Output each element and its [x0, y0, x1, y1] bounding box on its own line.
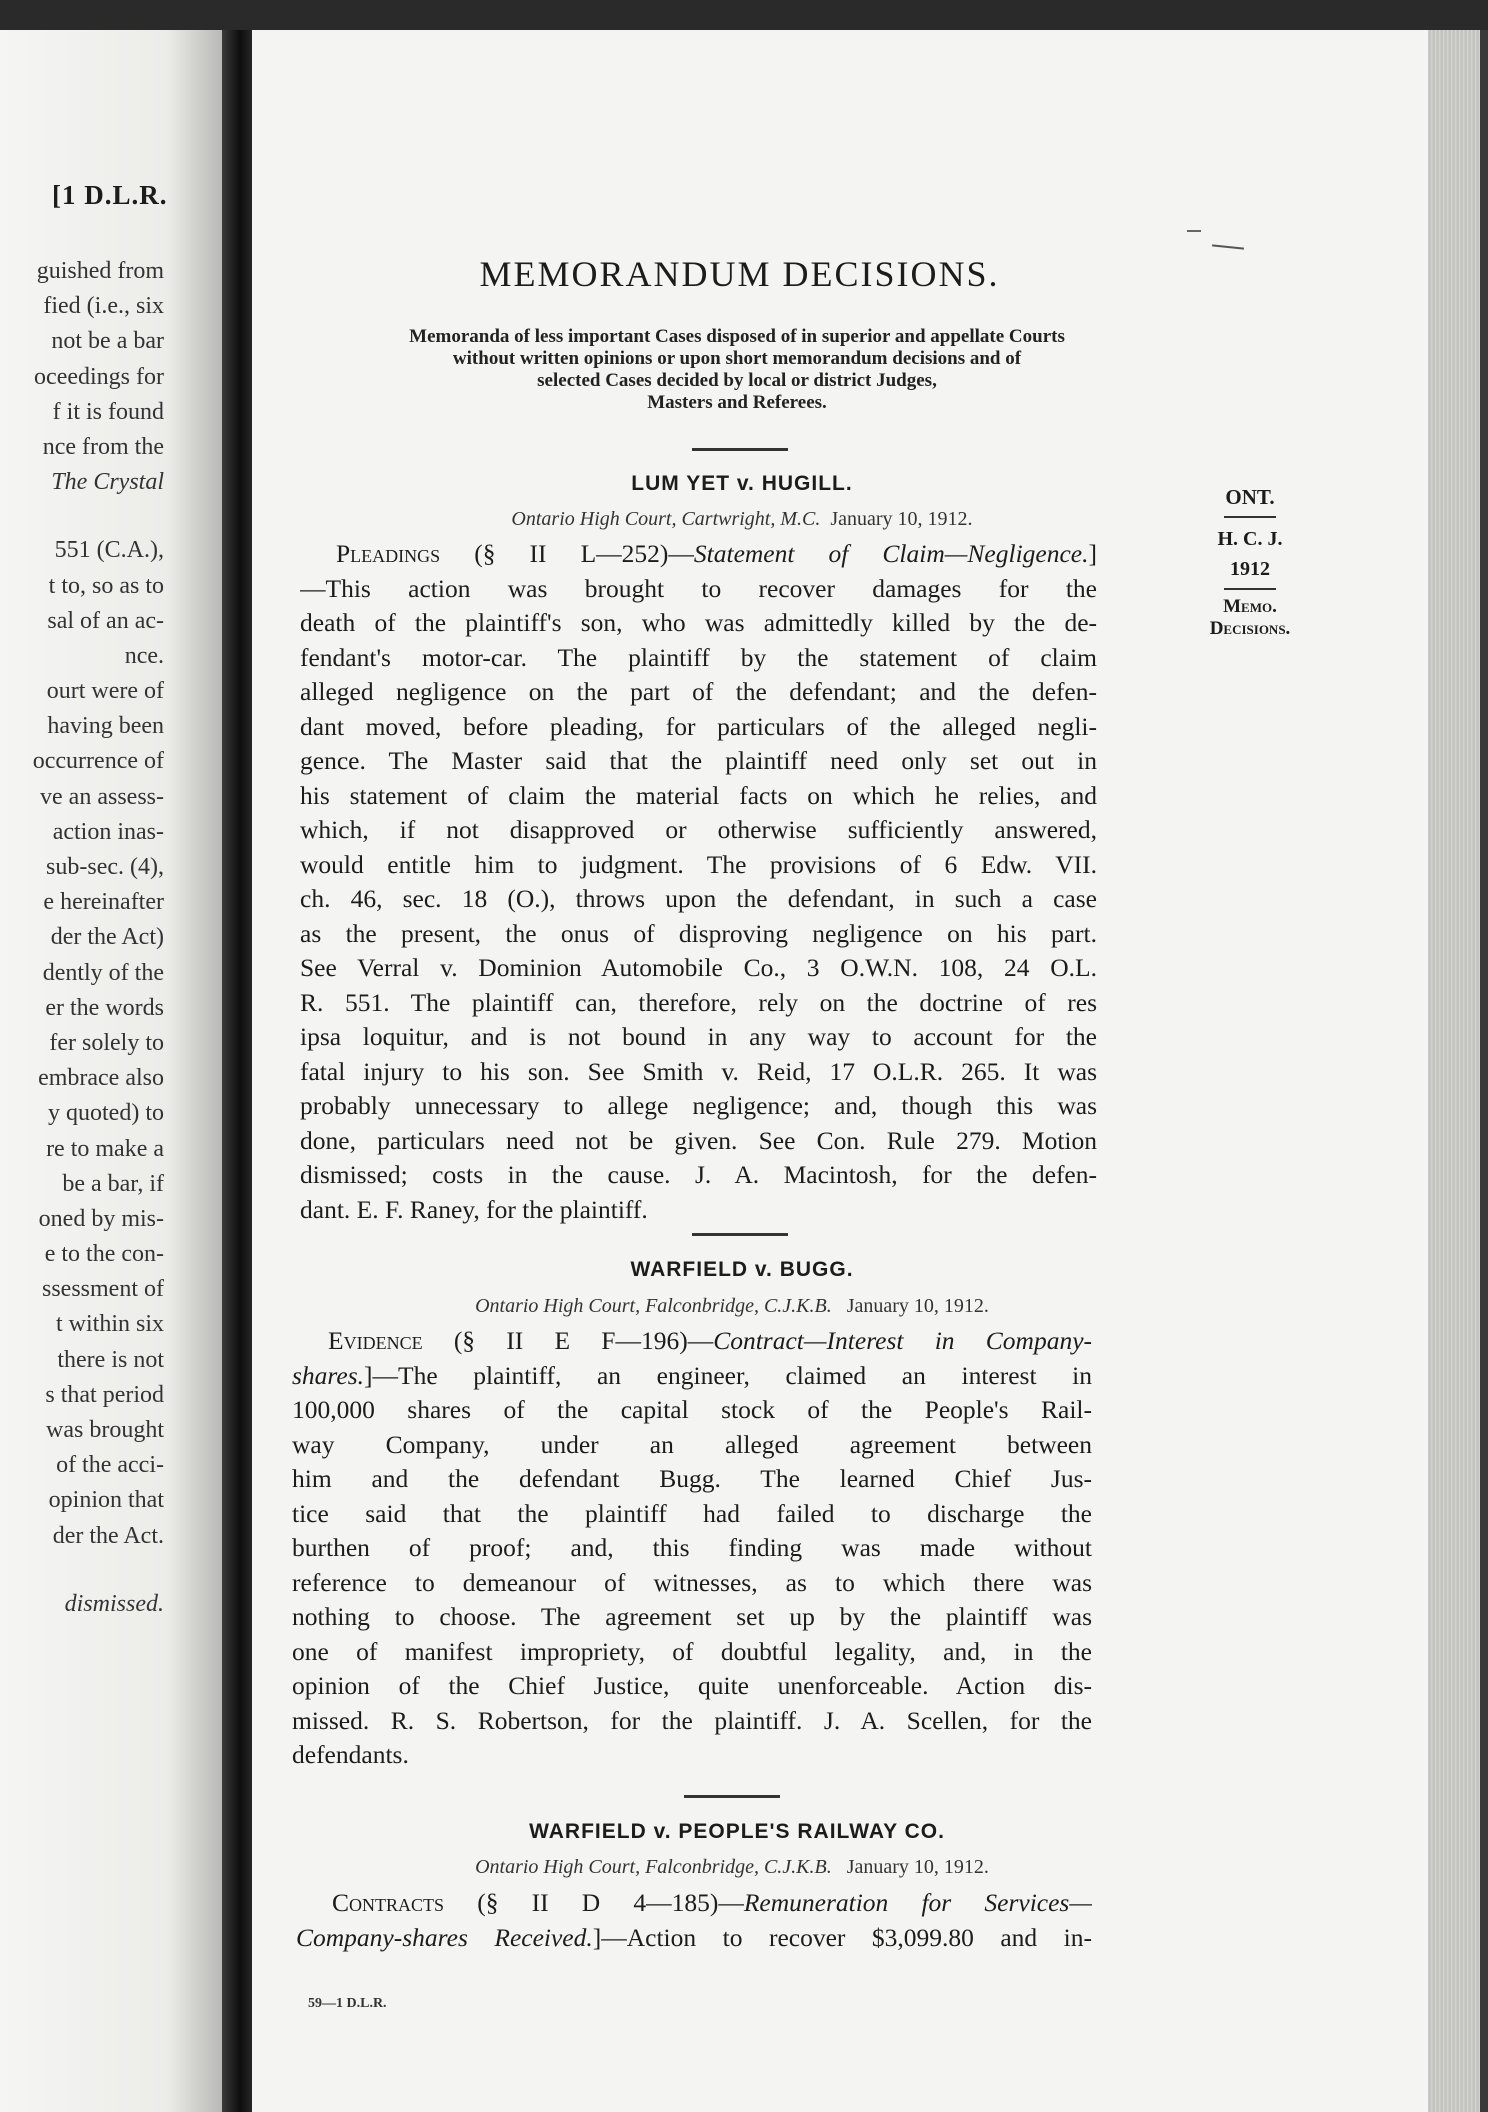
- case-line: —This action was brought to recover damages for the: [300, 573, 1097, 603]
- case-line: fatal injury to his son. See Smith v. Reid, 17 O.L.R. 265. It was: [300, 1056, 1097, 1086]
- left-page-line: fied (i.e., six: [43, 293, 164, 320]
- left-page-line: ssessment of: [42, 1276, 164, 1303]
- left-page-line: re to make a: [46, 1135, 164, 1162]
- case-line: missed. R. S. Robertson, for the plaintiff. J. A. Scellen, for the: [292, 1705, 1092, 1735]
- left-page-line: der the Act.: [52, 1522, 164, 1549]
- margin-year: 1912: [1230, 558, 1270, 580]
- case-line: way Company, under an alleged agreement between: [292, 1429, 1092, 1459]
- case-line: death of the plaintiff's son, who was admittedly killed by the de-: [300, 608, 1097, 637]
- left-page-line: embrace also: [38, 1065, 164, 1092]
- left-page-line: oned by mis-: [38, 1205, 164, 1232]
- margin-memo: Memo.: [1223, 596, 1277, 617]
- case-line: dant moved, before pleading, for particulars of the alleged negli-: [300, 711, 1097, 741]
- left-page-line: of the acci-: [56, 1452, 164, 1479]
- left-page-line: not be a bar: [51, 328, 164, 355]
- case-body: [292, 1324, 1092, 1773]
- case-body: [300, 537, 1097, 1227]
- case-title: LUM YET v. HUGILL.: [631, 472, 853, 495]
- left-page-line: action inas-: [52, 818, 164, 845]
- case-first-line: Contracts (§ II D 4—185)—Remuneration for Services—: [332, 1888, 1092, 1917]
- divider: [684, 1795, 780, 1798]
- left-page-line: f it is found: [52, 398, 164, 425]
- page-title: MEMORANDUM DECISIONS.: [479, 254, 1000, 294]
- case-line: fendant's motor-car. The plaintiff by the statement of claim: [300, 642, 1097, 672]
- left-page-line: ourt were of: [46, 678, 164, 705]
- margin-province: ONT.: [1225, 485, 1275, 509]
- left-page-text: [0, 254, 164, 1622]
- case-court: Ontario High Court, Falconbridge, C.J.K.B. January 10, 1912.: [475, 1856, 989, 1878]
- left-page-line: [0, 1554, 164, 1587]
- page-subtitle: Memoranda of less important Cases disposed of in superior and appellate Courts without written opinions or upon short memorandum decisions and of selected Cases decided by local or district Judges, Masters and Referees.: [409, 326, 1065, 413]
- scan-mark: [1187, 230, 1201, 232]
- left-page-line: sub-sec. (4),: [46, 854, 164, 880]
- left-page-line: occurrence of: [32, 748, 164, 775]
- case-line: one of manifest impropriety, of doubtful legality, and, in the: [292, 1636, 1092, 1666]
- case-lines: [292, 1393, 1092, 1773]
- left-facing-page: [0, 30, 222, 2112]
- margin-rule: [1224, 516, 1276, 518]
- case-line: R. 551. The plaintiff can, therefore, rely on the doctrine of res: [300, 987, 1097, 1017]
- case-title: WARFIELD v. PEOPLE'S RAILWAY CO.: [529, 1820, 945, 1843]
- left-page-line: 551 (C.A.),: [54, 537, 164, 564]
- left-page-header: [1 D.L.R.: [52, 180, 168, 210]
- case-line: alleged negligence on the part of the defendant; and the defen-: [300, 677, 1097, 706]
- scan-top-border: [0, 0, 1488, 30]
- margin-note: [1165, 482, 1335, 640]
- case-second-line: Company-shares Received.]—Action to recover $3,099.80 and in-: [296, 1922, 1092, 1952]
- left-page-line: e hereinafter: [43, 889, 164, 916]
- divider: [692, 448, 788, 451]
- case-line: would entitle him to judgment. The provisions of 6 Edw. VII.: [300, 849, 1097, 879]
- left-page-line: dismissed.: [64, 1590, 164, 1617]
- left-page-line: opinion that: [48, 1487, 164, 1514]
- case-body: [296, 1886, 1092, 1955]
- case-line: defendants.: [292, 1740, 409, 1769]
- case-court: Ontario High Court, Cartwright, M.C. January 10, 1912.: [511, 508, 973, 530]
- margin-decisions: Decisions.: [1209, 618, 1291, 639]
- left-page-line: oceedings for: [34, 363, 164, 390]
- left-page-line: der the Act): [50, 924, 164, 951]
- signature-mark: 59—1 D.L.R.: [308, 1996, 387, 2011]
- margin-court: H. C. J.: [1217, 528, 1283, 550]
- left-page-line: guished from: [36, 258, 164, 284]
- case-line: reference to demeanour of witnesses, as to which there was: [292, 1567, 1092, 1597]
- case-line: ipsa loquitur, and is not bound in any way to account for the: [300, 1022, 1097, 1051]
- case-line: opinion of the Chief Justice, quite unenforceable. Action dis-: [292, 1671, 1092, 1700]
- left-page-line: be a bar, if: [62, 1170, 164, 1197]
- left-page-line: t to, so as to: [48, 572, 164, 599]
- case-line: See Verral v. Dominion Automobile Co., 3 O.W.N. 108, 24 O.L.: [300, 953, 1097, 982]
- left-page-line: s that period: [45, 1381, 164, 1408]
- scan-mark: [1212, 244, 1244, 249]
- case-line: ch. 46, sec. 18 (O.), throws upon the defendant, in such a case: [300, 884, 1097, 913]
- case-line: done, particulars need not be given. See Con. Rule 279. Motion: [300, 1125, 1097, 1155]
- page-edge: [1428, 30, 1488, 2112]
- case-first-line: Evidence (§ II E F—196)—Contract—Interest in Company-: [328, 1326, 1092, 1355]
- case-lines: [300, 572, 1097, 1228]
- case-line: as the present, the onus of disproving negligence on his part.: [300, 918, 1097, 948]
- case-first-line: Pleadings (§ II L—252)—Statement of Claim—Negligence.]: [336, 539, 1097, 568]
- divider: [692, 1233, 788, 1236]
- case-second-line: shares.]—The plaintiff, an engineer, claimed an interest in: [292, 1360, 1092, 1390]
- case-line: dismissed; costs in the cause. J. A. Macintosh, for the defen-: [300, 1160, 1097, 1189]
- case-line: him and the defendant Bugg. The learned Chief Jus-: [292, 1464, 1092, 1493]
- case-line: probably unnecessary to allege negligence; and, though this was: [300, 1091, 1097, 1120]
- left-page-line: there is not: [57, 1346, 164, 1373]
- case-court: Ontario High Court, Falconbridge, C.J.K.B. January 10, 1912.: [475, 1295, 989, 1317]
- case-line: his statement of claim the material facts on which he relies, and: [300, 780, 1097, 810]
- right-page: [252, 30, 1428, 2112]
- case-line: which, if not disapproved or otherwise sufficiently answered,: [300, 815, 1097, 844]
- left-page-line: fer solely to: [49, 1029, 164, 1056]
- case-line: 100,000 shares of the capital stock of the People's Rail-: [292, 1395, 1092, 1424]
- left-page-line: e to the con-: [44, 1241, 164, 1268]
- case-line: tice said that the plaintiff had failed to discharge the: [292, 1498, 1092, 1528]
- left-page-line: t within six: [55, 1311, 164, 1338]
- left-page-line: [0, 500, 164, 533]
- case-title: WARFIELD v. BUGG.: [630, 1258, 854, 1281]
- book-gutter: [222, 30, 252, 2112]
- case-line: burthen of proof; and, this finding was made without: [292, 1533, 1092, 1562]
- left-page-line: y quoted) to: [48, 1100, 164, 1127]
- left-page-line: was brought: [46, 1417, 164, 1443]
- left-page-line: The Crystal: [51, 469, 164, 496]
- margin-rule: [1224, 588, 1276, 590]
- case-line: nothing to choose. The agreement set up by the plaintiff was: [292, 1602, 1092, 1631]
- left-page-line: nce.: [124, 642, 164, 669]
- left-page-line: ve an assess-: [40, 783, 164, 810]
- left-page-line: sal of an ac-: [47, 607, 164, 634]
- left-page-line: having been: [47, 713, 164, 740]
- left-page-line: nce from the: [42, 433, 164, 460]
- case-line: dant. E. F. Raney, for the plaintiff.: [300, 1194, 648, 1224]
- case-line: gence. The Master said that the plaintiff need only set out in: [300, 746, 1097, 775]
- left-page-line: er the words: [45, 994, 164, 1021]
- left-page-line: dently of the: [42, 959, 164, 986]
